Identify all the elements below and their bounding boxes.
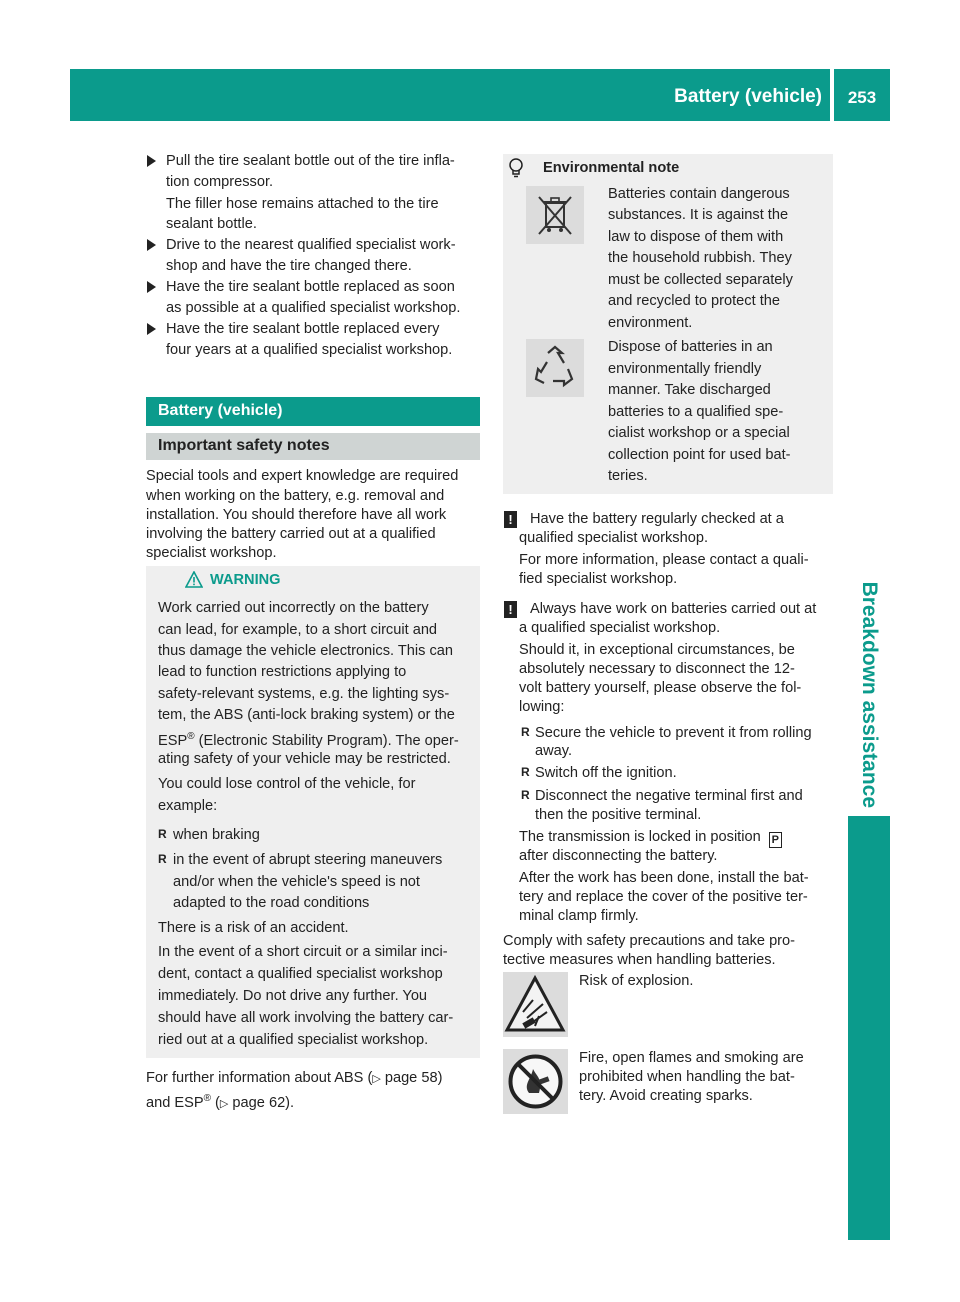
note-2-bullet-1: away.	[535, 743, 573, 759]
side-tab-label: Breakdown assistance	[858, 581, 881, 808]
warning-bullet-2-line: in the event of abrupt steering maneuvers	[173, 852, 443, 868]
intro-line: installation. You should therefore have all work	[146, 507, 447, 523]
further-info-line-2	[146, 1089, 294, 1114]
note-1-line: For more information, please contact a quali-	[519, 552, 809, 568]
env-line: must be collected separately	[608, 272, 793, 288]
note-2-line: Always have work on batteries carried out at	[530, 601, 817, 617]
step-1-note-2: sealant bottle.	[166, 216, 257, 232]
subsection-heading-text: Important safety notes	[158, 437, 330, 454]
env-line: collection point for used bat-	[608, 447, 791, 463]
note-2-transmission	[519, 827, 782, 848]
step-4-line-2: four years at a qualified specialist workshop.	[166, 342, 453, 358]
page-number: 253	[847, 88, 877, 107]
park-position-icon: P	[769, 832, 782, 848]
note-2-line: tery and replace the cover of the positive ter-	[519, 889, 808, 905]
step-3-line-1: Have the tire sealant bottle replaced as soon	[166, 279, 455, 295]
section-heading	[146, 397, 480, 426]
env-line: environment.	[608, 315, 693, 331]
note-1-line: fied specialist workshop.	[519, 571, 678, 587]
warning-line: Work carried out incorrectly on the battery	[158, 600, 429, 616]
warning-line-esp	[158, 727, 459, 751]
env-line: batteries to a qualified spe-	[608, 404, 784, 420]
caution-icon: !	[504, 511, 517, 528]
warning-line: thus damage the vehicle electronics. This can	[158, 643, 454, 659]
step-1-line-2: tion compressor.	[166, 174, 274, 190]
step-1-note-1: The filler hose remains attached to the tire	[166, 196, 439, 212]
warning-line: safety-relevant systems, e.g. the lighting sys-	[158, 686, 450, 702]
warning-line: ating safety of your vehicle may be restricted.	[158, 751, 451, 767]
warning-line: You could lose control of the vehicle, for	[158, 776, 416, 792]
comply-line: Comply with safety precautions and take pro-	[503, 933, 796, 949]
step-4-line-1: Have the tire sealant bottle replaced every	[166, 321, 440, 337]
comply-line: tective measures when handling batteries.	[503, 952, 776, 968]
side-tab-marker	[848, 816, 890, 1240]
further-text: and ESP	[146, 1094, 204, 1111]
further-text: (	[210, 1094, 220, 1111]
bullet-icon: R	[158, 827, 167, 841]
env-line: teries.	[608, 468, 648, 484]
page-header-title: Battery (vehicle)	[674, 86, 822, 107]
page-ref-arrow-icon: ▷	[219, 1097, 229, 1110]
note-2-bullet-1: Secure the vehicle to prevent it from rolling	[535, 725, 812, 741]
warning-bullet-2-line: adapted to the road conditions	[173, 895, 370, 911]
further-info-line-1	[146, 1068, 442, 1089]
explosion-hazard-icon	[503, 972, 568, 1037]
warning-title: WARNING	[210, 572, 281, 588]
side-tab	[848, 140, 890, 816]
warning-line: tem, the ABS (anti-lock braking system) or the	[158, 707, 455, 723]
note-2-line: absolutely necessary to disconnect the 12-	[519, 661, 795, 677]
esp-abbr: ESP	[158, 732, 188, 749]
note-2-line: after disconnecting the battery.	[519, 848, 718, 864]
note-2-text: The transmission is locked in position	[519, 829, 761, 845]
note-2-bullet-2: Switch off the ignition.	[535, 765, 677, 781]
fire-text-line: prohibited when handling the bat-	[579, 1069, 795, 1085]
explosion-text: Risk of explosion.	[579, 973, 694, 989]
note-2-line: minal clamp firmly.	[519, 908, 639, 924]
registered-mark: ®	[187, 731, 195, 742]
note-1-line: qualified specialist workshop.	[519, 530, 709, 546]
warning-bullet-1: when braking	[173, 827, 260, 843]
note-2-line: After the work has been done, install the bat-	[519, 870, 809, 886]
warning-line: lead to function restrictions applying to	[158, 664, 407, 680]
env-line: and recycled to protect the	[608, 293, 780, 309]
env-line: environmentally friendly	[608, 361, 762, 377]
fire-text-line: Fire, open flames and smoking are	[579, 1050, 804, 1066]
registered-mark: ®	[203, 1093, 211, 1104]
intro-line: specialist workshop.	[146, 545, 277, 561]
intro-line: involving the battery carried out at a qualified	[146, 526, 436, 542]
step-arrow-icon	[147, 323, 156, 335]
crossed-bin-icon	[526, 186, 584, 244]
page-ref-link[interactable]: page 58)	[380, 1070, 443, 1086]
step-3-line-2: as possible at a qualified specialist workshop.	[166, 300, 461, 316]
intro-line: when working on the battery, e.g. removal and	[146, 488, 445, 504]
note-2-bullet-3: Disconnect the negative terminal first and	[535, 788, 803, 804]
fire-text-line: tery. Avoid creating sparks.	[579, 1088, 753, 1104]
warning-triangle-icon	[185, 571, 203, 588]
env-line: manner. Take discharged	[608, 382, 771, 398]
intro-line: Special tools and expert knowledge are required	[146, 468, 459, 484]
caution-icon: !	[504, 601, 517, 618]
env-line: substances. It is against the	[608, 207, 789, 223]
env-line: Dispose of batteries in an	[608, 339, 773, 355]
step-arrow-icon	[147, 281, 156, 293]
warning-line: In the event of a short circuit or a similar inci-	[158, 944, 448, 960]
subsection-heading	[146, 433, 480, 460]
env-line: the household rubbish. They	[608, 250, 792, 266]
env-line: law to dispose of them with	[608, 229, 784, 245]
bullet-icon: R	[521, 765, 530, 779]
page-ref-arrow-icon: ▷	[372, 1073, 381, 1085]
bullet-icon: R	[521, 725, 530, 739]
warning-line: should have all work involving the battery car-	[158, 1010, 454, 1026]
warning-line: immediately. Do not drive any further. You	[158, 988, 428, 1004]
env-line: cialist workshop or a special	[608, 425, 790, 441]
note-2-bullet-3: then the positive terminal.	[535, 807, 702, 823]
warning-line: example:	[158, 798, 218, 814]
step-arrow-icon	[147, 155, 156, 167]
note-2-line: lowing:	[519, 699, 565, 715]
step-arrow-icon	[147, 239, 156, 251]
step-2-line-2: shop and have the tire changed there.	[166, 258, 412, 274]
warning-line: ried out at a qualified specialist workshop.	[158, 1032, 429, 1048]
step-2-line-1: Drive to the nearest qualified specialist work-	[166, 237, 456, 253]
environmental-note-title: Environmental note	[543, 160, 680, 176]
warning-line: can lead, for example, to a short circuit and	[158, 622, 438, 638]
note-1-line: Have the battery regularly checked at a	[530, 511, 784, 527]
lightbulb-icon	[508, 158, 524, 178]
warning-line: There is a risk of an accident.	[158, 920, 349, 936]
bullet-icon: R	[158, 852, 167, 866]
note-2-line: Should it, in exceptional circumstances, be	[519, 642, 795, 658]
recycling-icon	[526, 339, 584, 397]
step-1-line-1: Pull the tire sealant bottle out of the tire infla-	[166, 153, 455, 169]
further-text: For further information about ABS (	[146, 1070, 373, 1086]
esp-rest: (Electronic Stability Program). The oper-	[194, 732, 459, 749]
no-open-flame-icon	[503, 1049, 568, 1114]
note-2-line: a qualified specialist workshop.	[519, 620, 721, 636]
env-line: Batteries contain dangerous	[608, 186, 790, 202]
page-ref-link[interactable]: page 62).	[228, 1094, 295, 1111]
note-2-line: volt battery yourself, please observe the fol-	[519, 680, 802, 696]
bullet-icon: R	[521, 788, 530, 802]
section-heading-text: Battery (vehicle)	[158, 402, 283, 419]
warning-line: dent, contact a qualified specialist workshop	[158, 966, 443, 982]
warning-bullet-2-line: and/or when the vehicle's speed is not	[173, 874, 420, 890]
